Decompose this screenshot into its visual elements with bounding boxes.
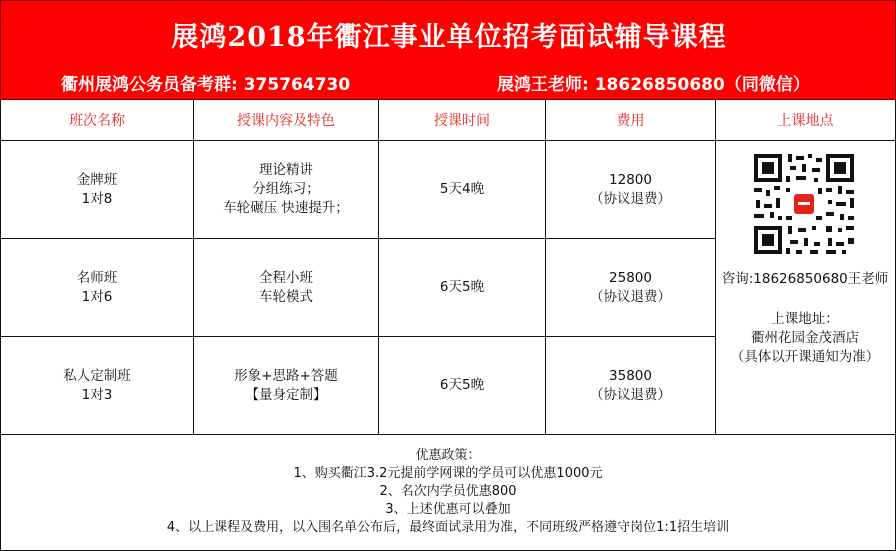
- header-fee: 费用: [616, 113, 645, 129]
- consult-phone: 咨询:18626850680王老师: [721, 271, 889, 287]
- header-time: 授课时间: [434, 113, 490, 129]
- table-row-class-name: 私人定制班 1对3: [63, 367, 131, 403]
- table-row-content: 全程小班 车轮模式: [259, 269, 313, 305]
- header-content: 授课内容及特色: [237, 113, 335, 129]
- table-row-content: 理论精讲 分组练习； 车轮碾压 快速提升；: [223, 162, 349, 216]
- class-address: 上课地址： 衢州花园金茂酒店 （具体以开课通知为准）: [730, 311, 880, 365]
- policy-title: 优惠政策：: [415, 448, 481, 463]
- table-row-content: 形象+思路+答题 【量身定制】: [234, 367, 338, 403]
- location-cell: [716, 140, 894, 434]
- table-row-class-name: 名师班 1对6: [76, 269, 118, 305]
- table-row-class-name: 金牌班 1对8: [76, 171, 118, 207]
- table-row-time: 6天5晚: [439, 377, 485, 393]
- header-location: 上课地点: [777, 113, 834, 129]
- study-group-number: 衢州展鸿公务员备考群: 375764730: [61, 75, 351, 95]
- discount-policy: [0, 447, 896, 537]
- table-row-fee: 35800 （协议退费）: [590, 367, 671, 403]
- table-row-time: 5天4晚: [439, 181, 485, 197]
- policy-item: 1、购买衢江3.2元提前学网课的学员可以优惠1000元: [293, 466, 603, 481]
- table-row-fee: 12800 （协议退费）: [590, 171, 671, 207]
- table-row-fee: 25800 （协议退费）: [590, 269, 671, 305]
- title-banner: [0, 0, 896, 100]
- table-row-time: 6天5晚: [439, 279, 485, 295]
- header-class-name: 班次名称: [69, 113, 125, 129]
- policy-item: 2、名次内学员优惠800: [379, 484, 517, 499]
- flyer-title: 展鸿2018年衢江事业单位招考面试辅导课程: [171, 22, 727, 53]
- policy-item: 4、以上课程及费用，以入围名单公布后，最终面试录用为准，不同班级严格遵守岗位1:1招生培训: [166, 520, 730, 535]
- wechat-qr-code: [752, 152, 856, 256]
- policy-item: 3、上述优惠可以叠加: [385, 502, 511, 517]
- teacher-contact: 展鸿王老师: 18626850680（同微信）: [497, 75, 810, 95]
